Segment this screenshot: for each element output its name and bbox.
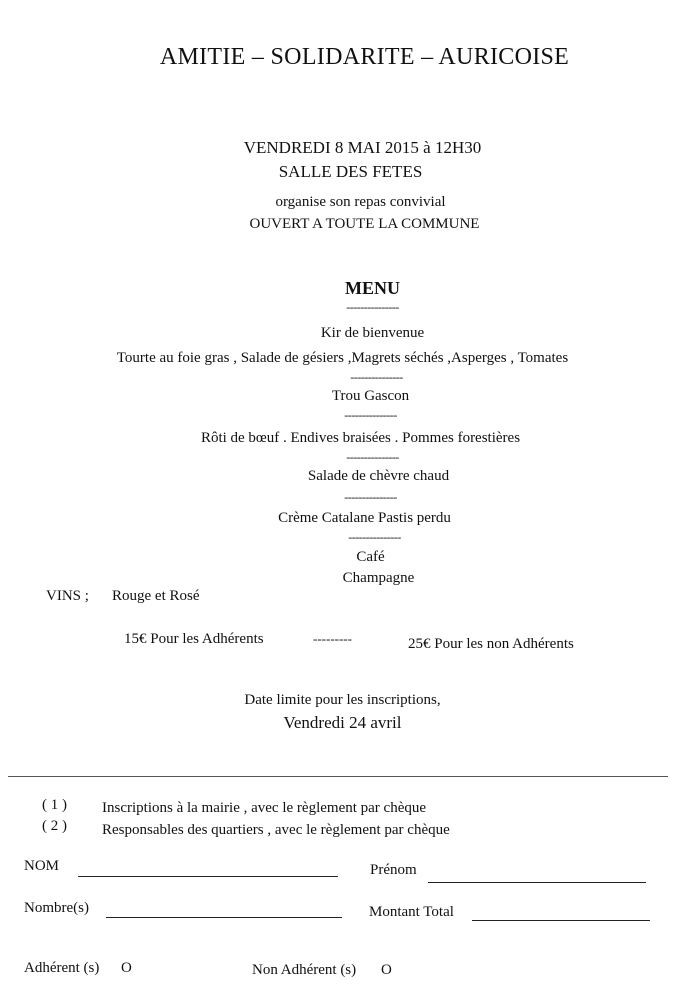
menu-separator: --------------- [348,530,401,544]
montant-field[interactable] [472,906,650,921]
non-adherent-label: Non Adhérent (s) [252,962,357,978]
menu-separator: --------------- [346,300,399,314]
menu-item: Kir de bienvenue [320,325,425,341]
event-venue: SALLE DES FETES [278,162,423,181]
menu-item: Salade de chèvre chaud [307,468,450,484]
price-non-members: 25€ Pour les non Adhérents [408,636,574,652]
menu-item: Café [356,549,385,565]
option-number: ( 2 ) [42,818,67,834]
menu-item: Rôti de bœuf . Endives braisées . Pommes forestières [200,430,521,446]
option-number: ( 1 ) [42,797,67,813]
menu-item: Crème Catalane Pastis perdu [278,510,451,526]
deadline-date: Vendredi 24 avril [283,713,402,732]
montant-label: Montant Total [369,904,454,920]
wines-label: VINS ; [46,588,89,604]
event-open-to: OUVERT A TOUTE LA COMMUNE [249,216,480,232]
nom-label: NOM [24,858,60,874]
nom-field[interactable] [78,862,338,877]
event-organise-text: organise son repas convivial [275,194,446,210]
event-date-time: VENDREDI 8 MAI 2015 à 12H30 [243,138,482,157]
menu-separator: --------------- [350,370,403,384]
menu-item: Champagne [342,570,415,586]
prenom-field[interactable] [428,868,646,883]
nombre-field[interactable] [106,903,342,918]
cut-line [8,776,668,777]
menu-separator: --------------- [346,450,399,464]
option-text: Responsables des quartiers , avec le règlement par chèque [102,822,450,838]
menu-title: MENU [345,278,400,298]
prenom-label: Prénom [370,862,417,878]
deadline-label: Date limite pour les inscriptions, [244,692,441,708]
non-adherent-checkbox[interactable]: O [381,962,392,978]
adherent-checkbox[interactable]: O [121,960,132,976]
menu-separator: --------------- [344,490,397,504]
adherent-label: Adhérent (s) [24,960,100,976]
price-members: 15€ Pour les Adhérents [124,631,264,647]
menu-separator: --------------- [344,408,397,422]
menu-item: Trou Gascon [331,388,410,404]
nombre-label: Nombre(s) [24,900,89,916]
event-title: AMITIE – SOLIDARITE – AURICOISE [159,44,570,70]
price-divider: --------- [313,631,352,646]
menu-item: Tourte au foie gras , Salade de gésiers ,Magrets séchés ,Asperges , Tomates [116,350,569,366]
wines-value: Rouge et Rosé [112,588,200,604]
option-text: Inscriptions à la mairie , avec le règlement par chèque [102,800,427,816]
